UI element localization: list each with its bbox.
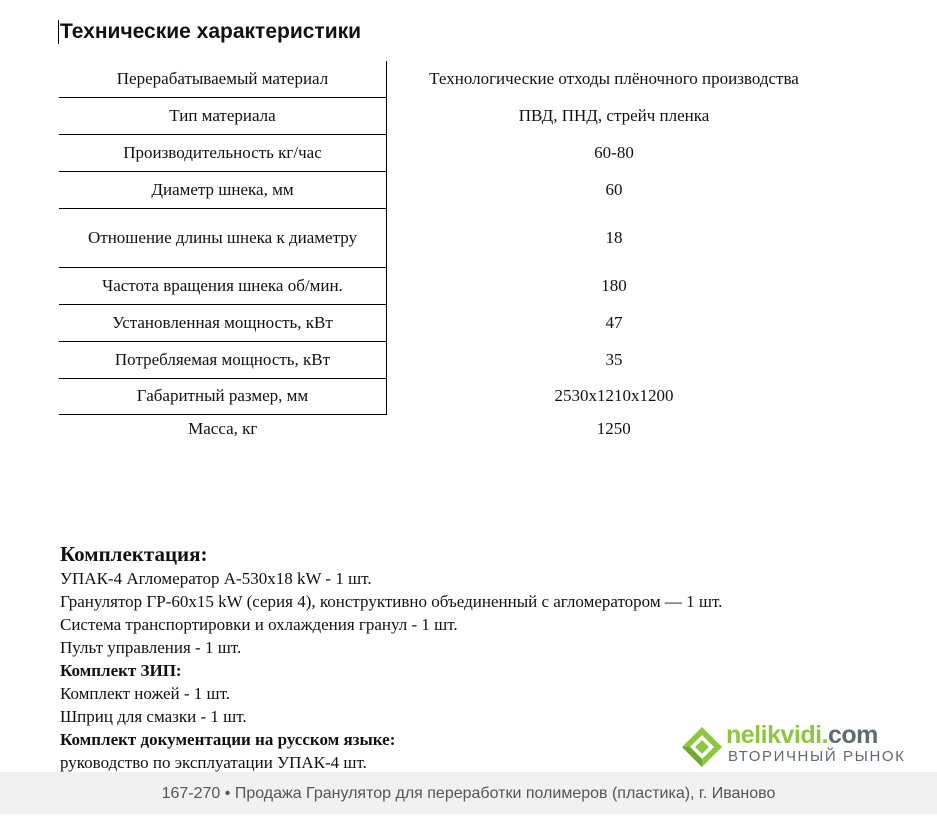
spec-label: Перерабатываемый материал [59, 61, 387, 97]
logo-brand-dot: . [821, 721, 828, 749]
spec-value: 35 [605, 349, 623, 369]
docs-item: руководство по эксплуатации УПАК-4 шт. [60, 753, 367, 772]
spec-value: 60 [605, 179, 623, 199]
table-row [59, 414, 841, 444]
spec-value: 60-80 [594, 142, 634, 162]
table-row [59, 134, 841, 171]
specs-table [59, 61, 841, 444]
spare-part-item: Комплект ножей - 1 шт. [60, 684, 231, 703]
spec-value: ПВД, ПНД, стрейч пленка [518, 105, 710, 125]
spec-label: Диаметр шнека, мм [59, 171, 387, 208]
page-title: Технические характеристики [60, 20, 362, 43]
table-row [59, 61, 841, 97]
spec-value: 180 [601, 275, 627, 295]
table-row [59, 171, 841, 208]
spec-value: 1250 [596, 419, 631, 438]
logo-tagline: ВТОРИЧНЫЙ РЫНОК [728, 748, 906, 765]
spec-label: Отношение длины шнека к диаметру [59, 208, 387, 267]
spec-value: 2530x1210x1200 [554, 386, 674, 405]
table-row [59, 304, 841, 341]
logo-brand-main: nelikvidi [726, 721, 822, 749]
spec-value: 47 [605, 312, 623, 332]
spec-label: Масса, кг [188, 419, 258, 439]
table-row [59, 208, 841, 267]
green-diamond-logo-icon [680, 725, 724, 769]
table-row [59, 97, 841, 134]
spec-label: Потребляемая мощность, кВт [59, 341, 387, 378]
spec-label: Частота вращения шнека об/мин. [59, 267, 387, 304]
table-row [59, 378, 841, 414]
kit-title: Комплектация: [60, 542, 208, 566]
kit-item: УПАК-4 Агломератор А-530х18 kW - 1 шт. [60, 569, 372, 588]
site-logo[interactable] [680, 723, 920, 769]
spec-label: Габаритный размер, мм [59, 378, 387, 414]
spec-value: Технологические отходы плёночного производства [429, 69, 799, 88]
spec-label: Тип материала [59, 97, 387, 134]
footer-caption: 167-270 • Продажа Гранулятор для переработки полимеров (пластика), г. Иваново [0, 772, 937, 814]
spare-part-item: Шприц для смазки - 1 шт. [60, 707, 247, 726]
spec-label: Установленная мощность, кВт [59, 304, 387, 341]
table-row [59, 267, 841, 304]
spec-label: Производительность кг/час [59, 134, 387, 171]
text-cursor [58, 20, 59, 44]
spec-value: 18 [605, 227, 623, 247]
logo-brand-tld: com [828, 721, 878, 749]
spare-parts-title: Комплект ЗИП: [60, 661, 182, 680]
logo-brand [726, 721, 878, 750]
table-row [59, 341, 841, 378]
kit-item: Гранулятор ГР-60х15 kW (серия 4), конструктивно объединенный с агломератором — 1 шт. [60, 592, 723, 611]
kit-item: Система транспортировки и охлаждения гранул - 1 шт. [60, 615, 458, 634]
kit-item: Пульт управления - 1 шт. [60, 638, 242, 657]
docs-title: Комплект документации на русском языке: [60, 730, 396, 749]
